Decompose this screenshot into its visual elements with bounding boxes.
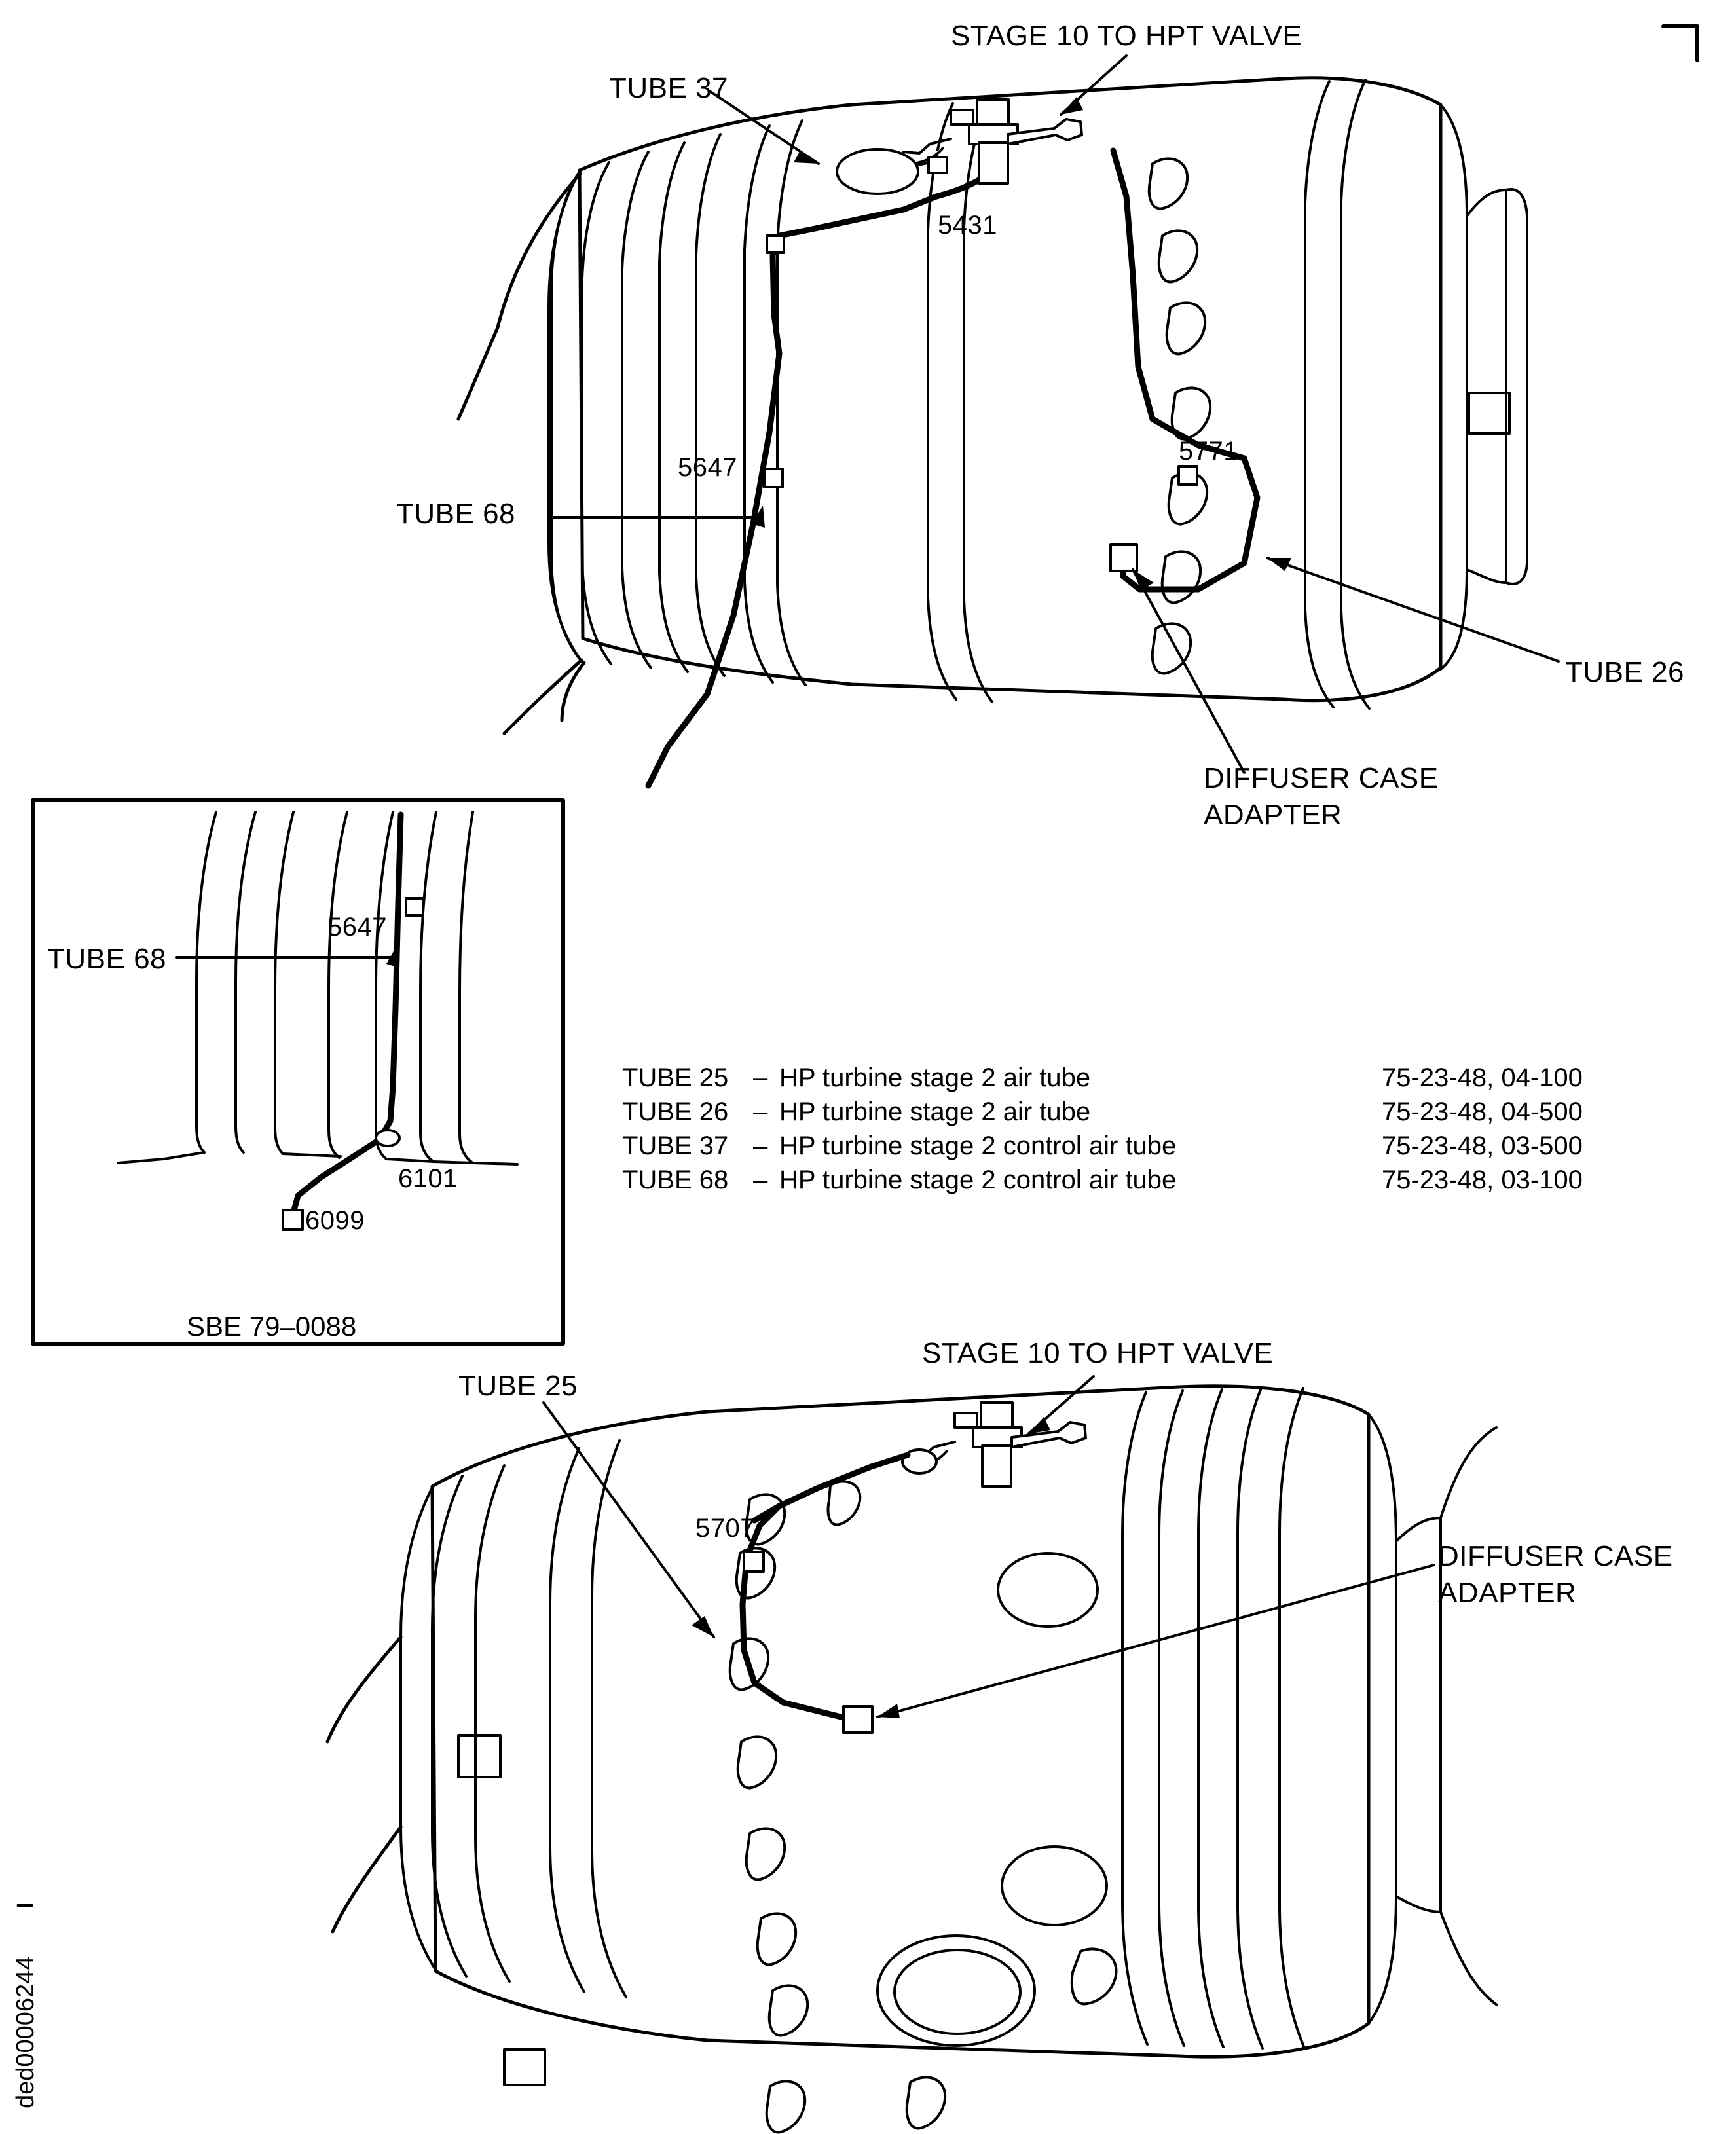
legend-description: HP turbine stage 2 control air tube xyxy=(779,1131,1177,1160)
case-boss-bottom-2 xyxy=(504,2050,545,2085)
bottom-diffuser-label-line2: ADAPTER xyxy=(1438,1577,1577,1609)
top-diffuser-label-line2: ADAPTER xyxy=(1204,799,1342,831)
fitting-5647 xyxy=(764,469,783,487)
callout-5707: 5707 xyxy=(695,1514,755,1543)
inset-callout-5647: 5647 xyxy=(327,913,387,942)
bottom-diffuser-label-line1: DIFFUSER CASE xyxy=(1438,1540,1673,1572)
legend-reference: 75-23-48, 03-500 xyxy=(1382,1131,1583,1160)
fitting-5647-top-upper xyxy=(767,236,784,253)
bottom-fitting-5707 xyxy=(744,1552,764,1572)
legend-dash: – xyxy=(753,1131,768,1160)
top-valve-assembly xyxy=(837,100,1082,194)
bottom-valve-assembly xyxy=(902,1403,1086,1486)
tube-legend-table xyxy=(622,1061,1657,1197)
inset-fitting-6101 xyxy=(376,1130,399,1146)
fitting-5771 xyxy=(1179,466,1197,485)
crop-mark-top-right xyxy=(1663,26,1697,60)
legend-dash: – xyxy=(753,1063,768,1092)
inset-detail-box xyxy=(33,800,563,1344)
inset-callout-6101: 6101 xyxy=(398,1164,458,1193)
legend-reference: 75-23-48, 04-100 xyxy=(1382,1063,1583,1092)
inset-fitting-5647 xyxy=(406,898,423,915)
top-tube37-label: TUBE 37 xyxy=(609,72,729,104)
callout-5647-top: 5647 xyxy=(678,453,737,482)
legend-dash: – xyxy=(753,1097,768,1126)
document-id: ded00006244 xyxy=(12,1956,39,2108)
legend-description: HP turbine stage 2 air tube xyxy=(779,1097,1091,1126)
inset-caption: SBE 79–0088 xyxy=(187,1311,357,1342)
callout-5431: 5431 xyxy=(938,211,997,240)
top-tube68-label: TUBE 68 xyxy=(396,498,516,530)
legend-row xyxy=(622,1129,1657,1163)
case-boss-top xyxy=(1469,393,1509,433)
case-scallops xyxy=(1149,158,1210,673)
bottom-engine-case xyxy=(327,1386,1497,2133)
legend-dash: – xyxy=(753,1166,768,1194)
legend-tube-name: TUBE 26 xyxy=(622,1097,729,1126)
legend-row xyxy=(622,1061,1657,1095)
legend-description: HP turbine stage 2 air tube xyxy=(779,1063,1091,1092)
top-stage10-label: STAGE 10 TO HPT VALVE xyxy=(951,20,1302,52)
diffuser-case-adapter-top xyxy=(1111,545,1137,571)
legend-reference: 75-23-48, 04-500 xyxy=(1382,1097,1583,1126)
diffuser-case-adapter-bottom xyxy=(843,1706,872,1733)
inset-callout-6099: 6099 xyxy=(305,1206,365,1235)
legend-row xyxy=(622,1095,1657,1129)
legend-tube-name: TUBE 68 xyxy=(622,1166,729,1194)
legend-tube-name: TUBE 37 xyxy=(622,1131,729,1160)
bottom-stage10-label: STAGE 10 TO HPT VALVE xyxy=(922,1337,1274,1369)
legend-description: HP turbine stage 2 control air tube xyxy=(779,1166,1177,1194)
top-diffuser-label-line1: DIFFUSER CASE xyxy=(1204,762,1439,794)
case-boss-bottom xyxy=(458,1735,500,1777)
bottom-tube25-label: TUBE 25 xyxy=(458,1370,578,1402)
legend-reference: 75-23-48, 03-100 xyxy=(1382,1166,1583,1194)
legend-tube-name: TUBE 25 xyxy=(622,1063,729,1092)
legend-row xyxy=(622,1163,1657,1197)
callout-5771: 5771 xyxy=(1179,437,1238,466)
inset-tube68-label: TUBE 68 xyxy=(47,943,167,975)
top-tube26-label: TUBE 26 xyxy=(1565,656,1685,688)
inset-fitting-6099 xyxy=(283,1210,303,1230)
